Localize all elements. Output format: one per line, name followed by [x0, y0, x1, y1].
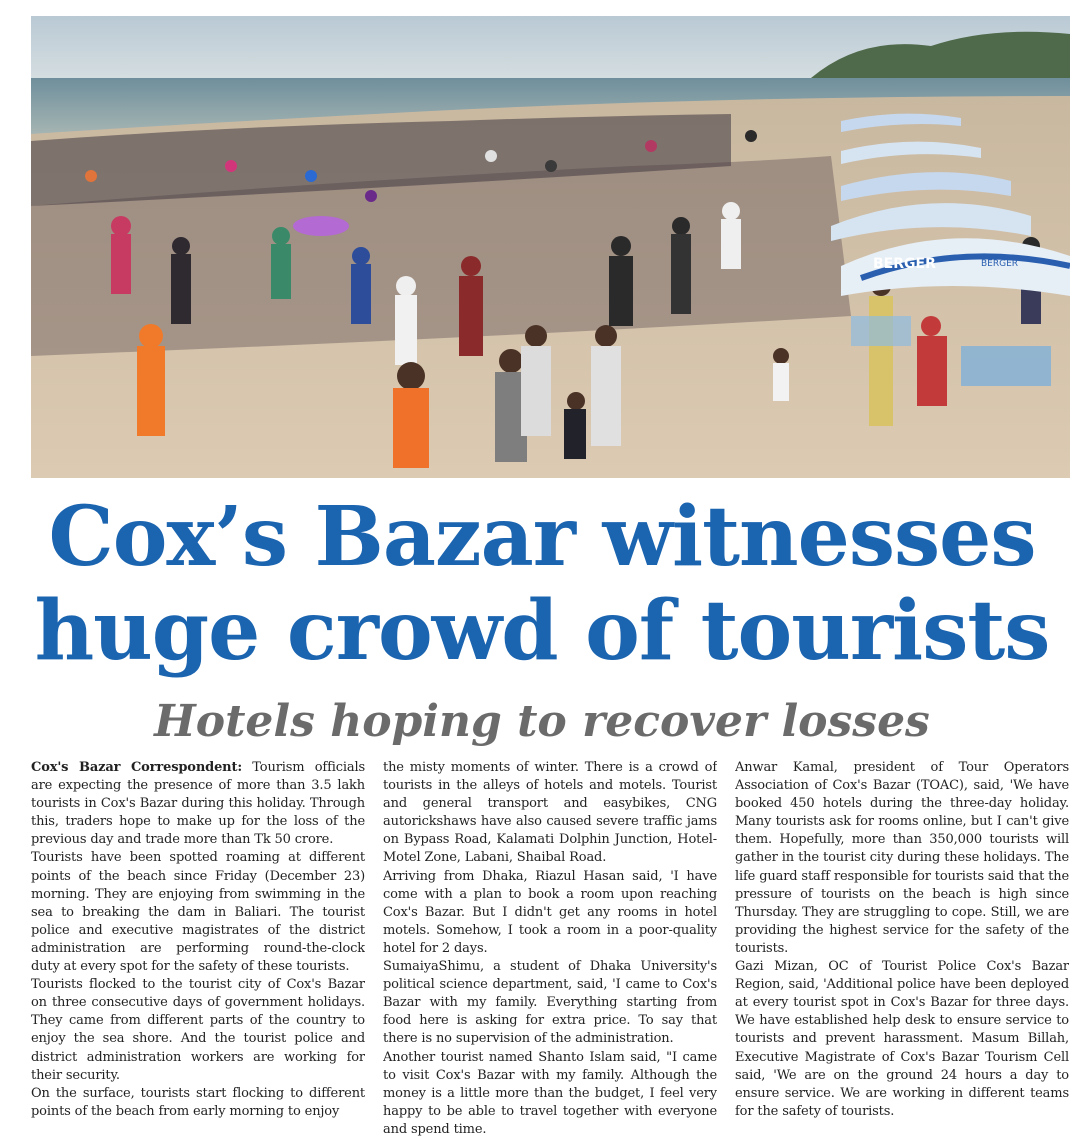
- paragraph: Tourists have been spotted roaming at different points of the beach since Friday (December 23) morning. They are enjoying from swimming in the sea to breaking the dam in Baliari. The tourist police and executive magistrates of the district administration are performing round-the-clock duty at every spot for the safety of these tourists.: [31, 850, 365, 975]
- article-column-2: [383, 759, 717, 1139]
- paragraph: the misty moments of winter. There is a crowd of tourists in the alleys of hotels and motels. Tourist and general transport and easybikes, CNG autorickshaws have also caused severe traffic jams on Bypass Road, Kalamati Dolphin Junction, Hotel-Motel Zone, Labani, Shaibal Road.: [383, 760, 717, 866]
- paragraph: SumaiyaShimu, a student of Dhaka University's political science department, said, 'I came to Cox's Bazar with my family. Everything starting from food here is asking for extra price. To say that there is no supervision of the administration.: [383, 959, 717, 1047]
- beach-scene: [31, 16, 1070, 478]
- paragraph: On the surface, tourists start flocking to different points of the beach from early morning to enjoy: [31, 1085, 365, 1119]
- paragraph: Anwar Kamal, president of Tour Operators Association of Cox's Bazar (TOAC), said, 'We have booked 450 hotels during the three-day holiday. Many tourists ask for rooms online, but I can't give them. Hopefully, more than 350,000 tourists will gather in the tourist city during these holidays. The life guard staff responsible for tourists said that the pressure of tourists on the beach is high since Thursday. They are struggling to cope. Still, we are providing the highest service for the safety of the tourists.: [735, 760, 1069, 956]
- parasol: [293, 216, 349, 236]
- article-column-3: [735, 759, 1069, 1139]
- subheadline: Hotels hoping to recover losses: [154, 696, 930, 747]
- headline-line-2: huge crowd of tourists: [34, 583, 1050, 679]
- paragraph: Gazi Mizan, OC of Tourist Police Cox's Bazar Region, said, 'Additional police have been deployed at every tourist spot in Cox's Bazar for three days. We have established help desk to ensure service to tourists and prevent harassment. Masum Billah, Executive Magistrate of Cox's Bazar Tourism Cell said, 'We are on the ground 24 hours a day to ensure service. We are working in different teams for the safety of tourists.: [735, 959, 1069, 1119]
- beach-crowd-photo: [31, 16, 1070, 478]
- paragraph: Tourists flocked to the tourist city of Cox's Bazar on three consecutive days of government holidays. They came from different parts of the country to enjoy the sea shore. And the tourist police and district administration workers are working for their security.: [31, 977, 365, 1083]
- headline: [0, 490, 1084, 678]
- paragraph: Another tourist named Shanto Islam said, "I came to visit Cox's Bazar with my family. Although the money is a little more than the budget, I feel very happy to be able to travel together with everyone and spend time.: [383, 1049, 717, 1137]
- umbrella-brand-text: BERGER: [873, 256, 936, 272]
- article-column-1: [31, 759, 365, 1139]
- paragraph: [31, 759, 365, 849]
- paragraph-text: Tourism officials are expecting the presence of more than 3.5 lakh tourists in Cox's Bazar during this holiday. Through this, traders hope to make up for the loss of the previous day and trade more than Tk 50 crore.: [31, 760, 365, 848]
- article-body: [31, 759, 1070, 1139]
- headline-line-1: Cox’s Bazar witnesses: [48, 489, 1036, 585]
- umbrella-sub-text: BERGER: [981, 259, 1019, 269]
- paragraph: Arriving from Dhaka, Riazul Hasan said, 'I have come with a plan to book a room upon reaching Cox's Bazar. But I didn't get any rooms in hotel motels. Somehow, I took a room in a poor-quality hotel for 2 days.: [383, 868, 717, 956]
- byline: Cox's Bazar Correspondent:: [31, 760, 242, 775]
